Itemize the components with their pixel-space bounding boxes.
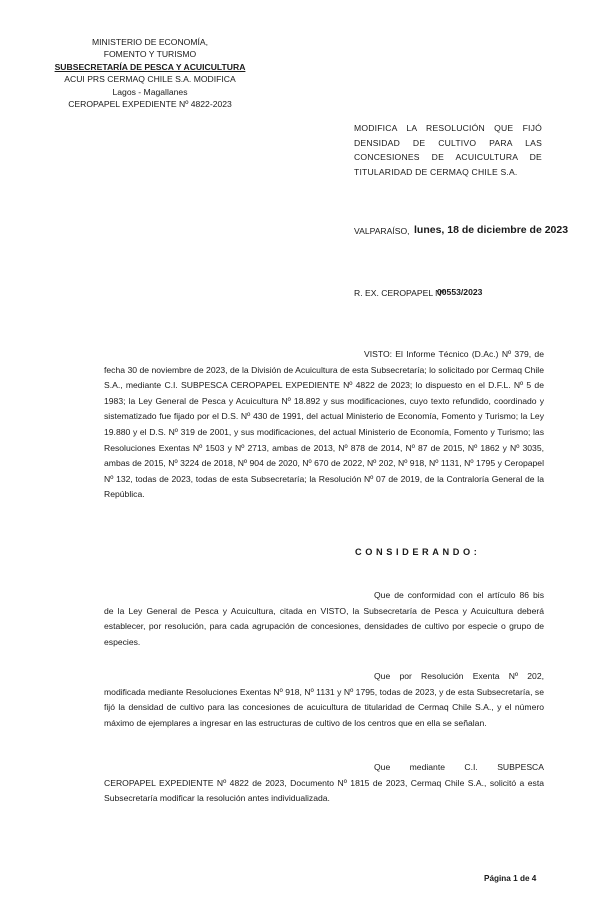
considerando-text: Que por Resolución Exenta Nº 202, modificada mediante Resoluciones Exentas Nº 918, Nº 1131 y Nº 1795, todas de 2023, y de esta Subsecretaría, se fijó la densidad de cultivo para las concesiones de acuicultura de titularidad de Cermaq Chile S.A., y el número máximo de ejemplares a ingresar en las estructuras de cultivo de los centros que en ella se señalan. xyxy=(104,671,544,728)
considerando-1 xyxy=(104,588,544,650)
subject-line: TITULARIDAD DE CERMAQ CHILE S.A. xyxy=(354,166,518,177)
considerando-2 xyxy=(104,669,544,731)
considerando-heading: CONSIDERANDO: xyxy=(355,547,481,557)
subject-line: DENSIDAD DE CULTIVO PARA LAS xyxy=(354,137,542,148)
subject-line: MODIFICA LA RESOLUCIÓN QUE FIJÓ xyxy=(354,123,542,133)
document-date: lunes, 18 de diciembre de 2023 xyxy=(414,224,569,236)
considerando-3 xyxy=(104,760,544,807)
page-number: Página 1 de 4 xyxy=(484,874,537,883)
ministry-line: MINISTERIO DE ECONOMÍA, xyxy=(91,37,209,47)
visto-text: VISTO: El Informe Técnico (D.Ac.) Nº 379, de fecha 30 de noviembre de 2023, de la División de Acuicultura de esta Subsecretaría; lo solicitado por Cermaq Chile S.A., mediante C.I. SUBPESCA CEROPAPEL EXPEDIENTE Nº 4822 de 2023; lo dispuesto en el D.F.L. Nº 5 de 1983; la Ley General de Pesca y Acuicultura Nº 18.892 y sus modificaciones, cuyo texto refundido, coordinado y sistematizado fue fijado por el D.S. Nº 430 de 1991, del actual Ministerio de Economía, Fomento y Turismo; la Ley 19.880 y el D.S. Nº 319 de 2001, y sus modificaciones, del actual Ministerio de Economía, Fomento y Turismo; las Resoluciones Exentas Nº 1503 y Nº 2713, ambas de 2013, Nº 878 de 2014, Nº 87 de 2015, Nº 1862 y Nº 3035, ambas de 2015, Nº 3224 de 2018, Nº 904 de 2020, Nº 670 de 2022, Nº 202, Nº 918, Nº 1131, Nº 1795 y Ceropapel Nº 132, todas de 2023, todas de esta Subsecretaría; la Resolución Nº 07 de 2019, de la Contraloría General de la República. xyxy=(104,349,544,500)
file-number-line: CEROPAPEL EXPEDIENTE Nº 4822-2023 xyxy=(68,99,232,110)
letterhead xyxy=(40,36,260,110)
place: VALPARAÍSO, xyxy=(354,226,410,236)
reference-line: ACUI PRS CERMAQ CHILE S.A. MODIFICA xyxy=(64,74,236,85)
subject-line: CONCESIONES DE ACUICULTURA DE xyxy=(354,152,542,163)
region-line: Lagos - Magallanes xyxy=(112,86,188,97)
considerando-text: Que mediante C.I. SUBPESCA CEROPAPEL EXPEDIENTE Nº 4822 de 2023, Documento Nº 1815 de 2023, Cermaq Chile S.A., solicitó a esta Subsecretaría modificar la resolución antes individualizada. xyxy=(104,762,544,804)
resolution-subject xyxy=(354,121,542,179)
subsecretariat-line: SUBSECRETARÍA DE PESCA Y ACUICULTURA xyxy=(54,61,246,72)
considerando-text: Que de conformidad con el artículo 86 bis de la Ley General de Pesca y Acuicultura, citada en VISTO, la Subsecretaría de Pesca y Acuicultura deberá establecer, por resolución, para cada agrupación de concesiones, densidades de cultivo por especie o grupo de especies. xyxy=(104,590,544,647)
resolution-number: 00553/2023 xyxy=(437,287,483,297)
ministry-line-2: FOMENTO Y TURISMO xyxy=(103,49,197,60)
visto-paragraph xyxy=(104,347,544,503)
resolution-label: R. EX. CEROPAPEL Nº xyxy=(354,288,445,298)
